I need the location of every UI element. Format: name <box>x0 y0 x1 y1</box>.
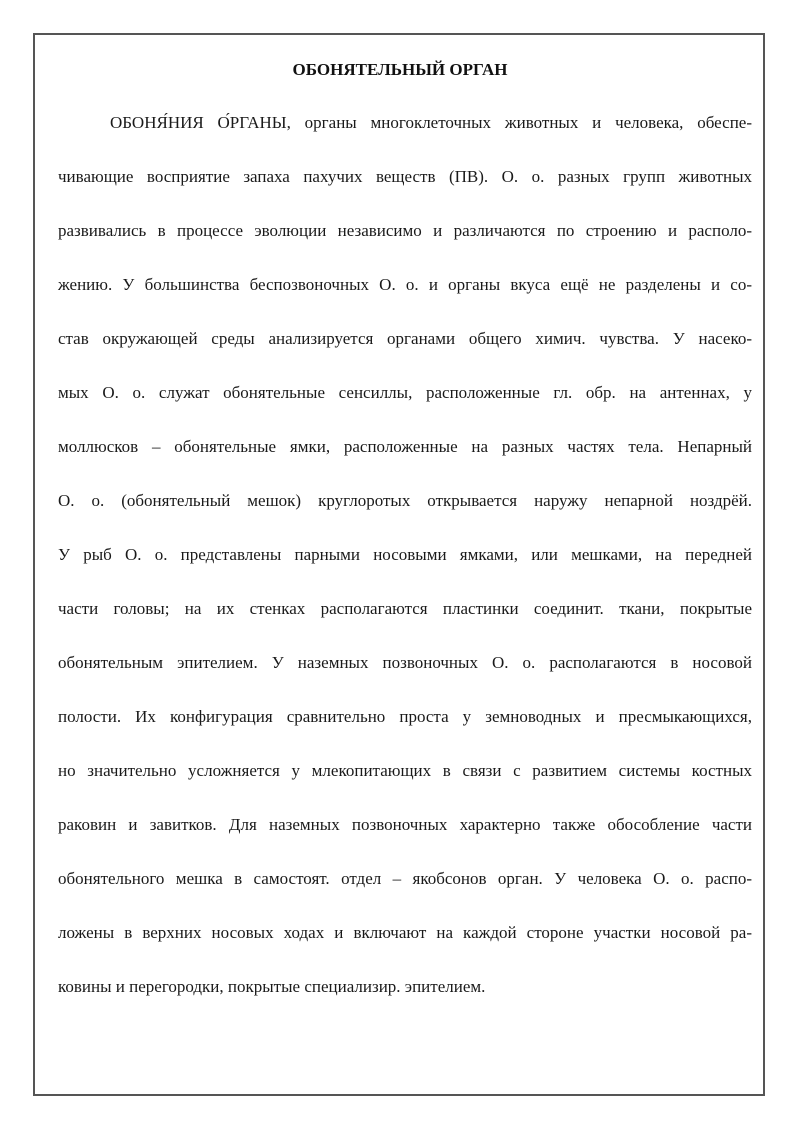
body-line: мых О. о. служат обонятельные сенсиллы, расположенные гл. обр. на антеннах, у <box>58 383 752 402</box>
body-line: ложены в верхних носовых ходах и включают на каждой стороне участки носовой ра- <box>58 923 752 942</box>
body-line: раковин и завитков. Для наземных позвоночных характерно также обособление части <box>58 815 752 834</box>
body-line: чивающие восприятие запаха пахучих веществ (ПВ). О. о. разных групп животных <box>58 167 752 186</box>
body-line: жению. У большинства беспозвоночных О. о. и органы вкуса ещё не разделены и со- <box>58 275 752 294</box>
body-line: полости. Их конфигурация сравнительно проста у земноводных и пресмыкающихся, <box>58 707 752 726</box>
body-line: став окружающей среды анализируется органами общего химич. чувства. У насеко- <box>58 329 752 348</box>
body-line: обонятельным эпителием. У наземных позвоночных О. о. располагаются в носовой <box>58 653 752 672</box>
body-line: ковины и перегородки, покрытые специализир. эпителием. <box>58 977 486 996</box>
body-line: ОБОНЯ́НИЯ О́РГАНЫ, органы многоклеточных животных и человека, обеспе- <box>110 113 752 132</box>
body-line: развивались в процессе эволюции независимо и различаются по строению и располо- <box>58 221 752 240</box>
body-line: но значительно усложняется у млекопитающих в связи с развитием системы костных <box>58 761 752 780</box>
document-title: ОБОНЯТЕЛЬНЫЙ ОРГАН <box>292 60 508 79</box>
body-line: части головы; на их стенках располагаются пластинки соединит. ткани, покрытые <box>58 599 752 618</box>
body-line: О. о. (обонятельный мешок) круглоротых открывается наружу непарной ноздрёй. <box>58 491 752 510</box>
body-line: У рыб О. о. представлены парными носовыми ямками, или мешками, на передней <box>58 545 752 564</box>
body-line: моллюсков – обонятельные ямки, расположенные на разных частях тела. Непарный <box>58 437 752 456</box>
body-line: обонятельного мешка в самостоят. отдел – якобсонов орган. У человека О. о. распо- <box>58 869 752 888</box>
